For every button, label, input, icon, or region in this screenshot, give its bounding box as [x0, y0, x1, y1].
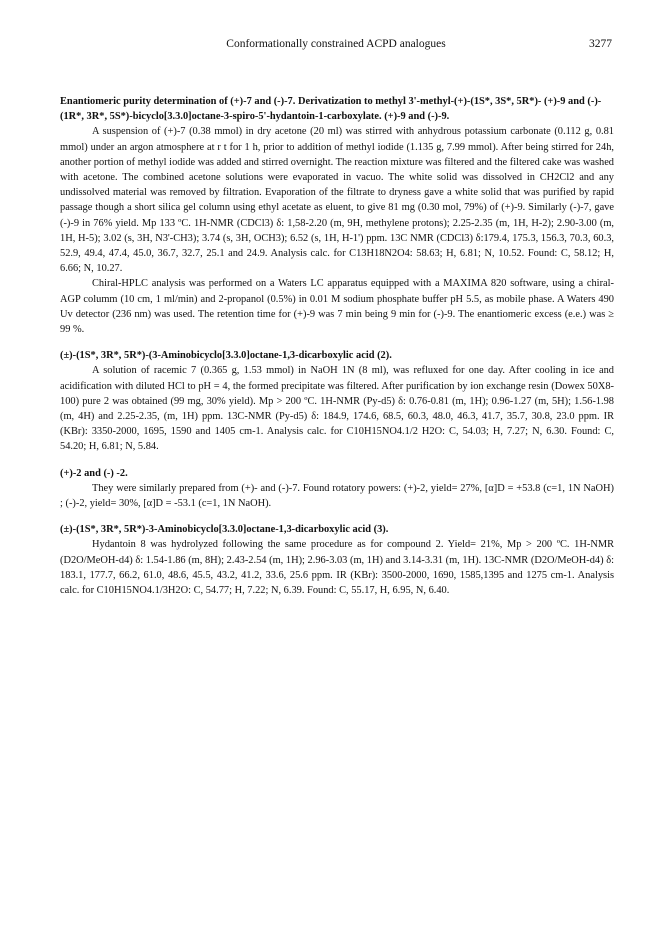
- paragraph: A solution of racemic 7 (0.365 g, 1.53 mmol) in NaOH 1N (8 ml), was refluxed for one day. After cooling in ice and acidification with diluted HCl to pH = 4, the formed precipitate was filtered. After purification by ion exchange resin (Dowex 50X8-100) pure 2 was obtained (99 mg, 30% yield). Mp > 200 ºC. 1H-NMR (Py-d5) δ: 0.76-0.81 (m, 1H); 0.96-1.27 (m, 5H); 1.56-1.98 (m, 4H) and 2.25-2.35, (m, 1H) ppm. 13C-NMR (Py-d5) δ: 184.9, 174.6, 68.5, 60.3, 48.0, 46.3, 41.7, 35.7, 30.8, 23.0 ppm. IR (KBr): 3350-2000, 1695, 1590 and 1405 cm-1. Analysis calc. for C10H15NO4.1/2 H2O: C, 54.03; H, 7.27; N, 6.30. Found: C, 54.20; H, 6.81; N, 5.84.: [60, 365, 614, 453]
- section-compound-2: [60, 348, 614, 454]
- paragraph: Hydantoin 8 was hydrolyzed following the same procedure as for compound 2. Yield= 21%, Mp > 200 ºC. 1H-NMR (D2O/MeOH-d4) δ: 1.54-1.86 (m, 8H); 2.43-2.54 (m, 1H); 2.96-3.03 (m, 1H) and 3.14-3.31 (m, 1H). 13C-NMR (D2O/MeOH-d4) δ: 183.1, 177.7, 66.2, 61.0, 48.6, 45.5, 43.2, 41.2, 33.6, 25.6 ppm. IR (KBr): 3500-2000, 1690, 1585,1395 and 1275 cm-1. Analysis calc. for C10H15NO4.1/3H2O: C, 54.77; H, 7.22; N, 6.39. Found: C, 55.17, H, 6.95, N, 6.40.: [60, 539, 614, 597]
- paragraph: Chiral-HPLC analysis was performed on a Waters LC apparatus equipped with a MAXIMA 820 software, using a chiral-AGP columm (10 cm, 1 ml/min) and 2-propanol (0.5%) in 0.01 M sodium phosphate buffer pH 5.5, as mobile phase. A Waters 490 Uv detector (236 nm) was used. The retention time for (+)-9 was 7 min being 9 min for (-)-9. The enantiomeric excess (e.e.) was ≥ 99 %.: [60, 278, 614, 336]
- section-heading: (±)-(1S*, 3R*, 5R*)-3-Aminobicyclo[3.3.0]octane-1,3-dicarboxylic acid (3).: [60, 524, 389, 536]
- running-title: Conformationally constrained ACPD analogues: [226, 38, 446, 50]
- running-header: [60, 38, 612, 54]
- section-heading: Enantiomeric purity determination of (+)-7 and (-)-7. Derivatization to methyl 3'-methyl-(+)-(1S*, 3S*, 5R*)- (+)-9 and (-)-(1R*, 3R*, 5S*)-bicyclo[3.3.0]octane-3-spiro-5'-hydantoin-1-carboxylate. (+)-9 and (-)-9.: [60, 96, 602, 123]
- article-body: [60, 94, 614, 609]
- page-number: 3277: [589, 38, 612, 50]
- paragraph: A suspension of (+)-7 (0.38 mmol) in dry acetone (20 ml) was stirred with anhydrous potassium carbonate (0.112 g, 0.81 mmol) under an argon atmosphere at r t for 1 h, prior to addition of methyl iodide (1.135 g, 7.99 mmol). After being stirred for 24h, another portion of methyl iodide was added and stirred overnight. The reaction mixture was filtered and the filtered cake was washed with acetone. The combined acetone solutions were evaporated in vacuo. The white solid was dissolved in CH2Cl2 and any undissolved material was removed by filtration. Evaporation of the filtrate to dryness gave a white solid that was purified by rapid passage though a short silica gel column using ethyl acetate as eluent, to give 81 mg (0.30 mol, 79%) of (+)-9. Similarly (-)-7, gave (-)-9 in 76% yield. Mp 133 ºC. 1H-NMR (CDCl3) δ: 1,58-2.20 (m, 9H, methylene protons); 2.25-2.35 (m, 1H, H-2); 2.90-3.00 (m, 1H, H-5); 3.02 (s, 3H, N3'-CH3); 3.74 (s, 3H, OCH3); 6.52 (s, 1H, H-1') ppm. 13C NMR (CDCl3) δ:179.4, 175.3, 156.3, 70.3, 60.3, 52.9, 49.4, 47.4, 45.0, 36.7, 32.7, 25.1 and 24.9. Analysis calc. for C13H18N2O4: 58.63; H, 6.81; N, 10.52. Found: C, 58.12; H, 6.66; N, 10.27.: [60, 126, 614, 275]
- paragraph: They were similarly prepared from (+)- and (-)-7. Found rotatory powers: (+)-2, yield= 27%, [α]D = +53.8 (c=1, 1N NaOH) ; (-)-2, yield= 30%, [α]D = -53.1 (c=1, 1N NaOH).: [60, 482, 614, 510]
- section-heading: (±)-(1S*, 3R*, 5R*)-(3-Aminobicyclo[3.3.0]octane-1,3-dicarboxylic acid (2).: [60, 350, 392, 362]
- section-enantiomers-2: [60, 466, 614, 512]
- section-enantiomeric-purity: [60, 94, 614, 337]
- section-heading: (+)-2 and (-) -2.: [60, 467, 128, 479]
- section-compound-3: [60, 522, 614, 598]
